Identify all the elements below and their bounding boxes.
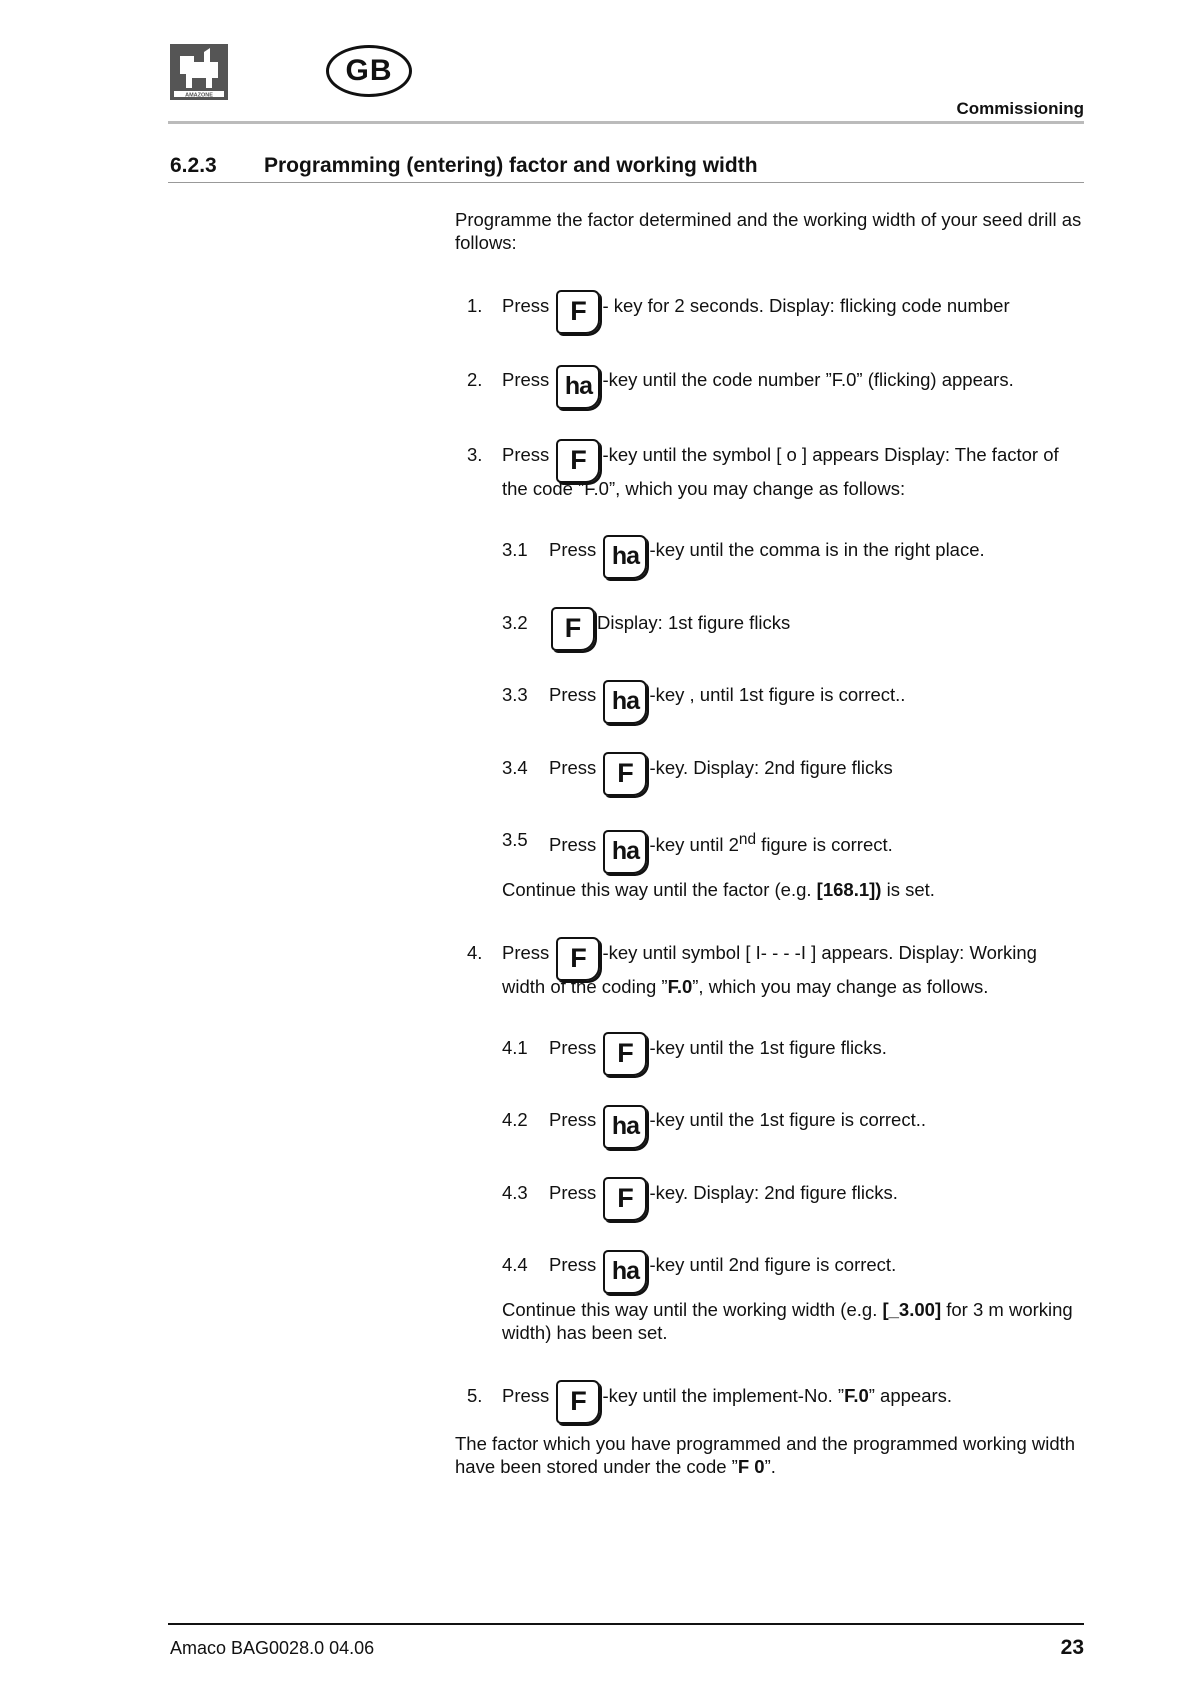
press-label: Press: [502, 942, 550, 964]
press-label: Press: [549, 1254, 597, 1276]
step-number: 3.2: [502, 612, 528, 633]
code-bold: F.0: [667, 976, 693, 998]
ha-key-icon: ha: [603, 1105, 647, 1149]
section-name: Commissioning: [956, 99, 1084, 118]
press-label: Press: [549, 1037, 597, 1059]
step-4-2: [455, 1082, 1085, 1143]
step-number: 3.5: [502, 829, 528, 850]
step-3-2: [455, 585, 1085, 645]
step-number: 1.: [467, 295, 483, 316]
step-text-end: ”, which you may change as follows.: [692, 976, 989, 998]
note-text: Continue this way until the working width (e.g.: [502, 1299, 883, 1321]
step-4-4: [455, 1227, 1085, 1288]
press-label: Press: [549, 684, 597, 705]
f-key-icon: F: [603, 752, 647, 796]
step-text: -key. Display: 2nd figure flicks: [649, 757, 893, 778]
f-key-icon: F: [556, 937, 600, 981]
step-text: -key until the 1st figure is correct..: [649, 1109, 927, 1131]
example-factor: [168.1]): [816, 879, 882, 901]
step-number: 3.3: [502, 684, 528, 705]
f-key-icon: F: [556, 290, 600, 334]
step-3-5: [455, 802, 1085, 868]
press-label: Press: [502, 369, 550, 390]
heading-title: Programming (entering) factor and working width: [264, 154, 758, 177]
f-key-icon: F: [556, 439, 600, 483]
step-text: -key until the 1st figure flicks.: [649, 1037, 887, 1059]
press-label: Press: [549, 834, 597, 856]
ha-key-icon: ha: [603, 830, 647, 874]
press-label: Press: [502, 295, 550, 316]
code-bold: F.0: [844, 1385, 869, 1407]
heading-number: 6.2.3: [170, 154, 217, 177]
f-key-icon: F: [603, 1177, 647, 1221]
note-text-end: is set.: [881, 879, 935, 901]
final-note: [455, 1432, 1085, 1478]
step-text-end: ” appears.: [868, 1385, 953, 1407]
note-text-end: for 3 m working width) has been set.: [502, 1299, 1073, 1344]
press-label: Press: [549, 757, 597, 778]
step-3: [455, 417, 1085, 500]
instructions: [455, 208, 1085, 1478]
ha-key-icon: ha: [603, 1250, 647, 1294]
press-label: Press: [549, 1109, 597, 1131]
page-number: 23: [1060, 1636, 1084, 1659]
step-4-1: [455, 1010, 1085, 1070]
step-2: [455, 342, 1085, 403]
ha-key-icon: ha: [603, 535, 647, 579]
step-text: - key for 2 seconds. Display: flicking code number: [602, 295, 1010, 316]
f-key-icon: F: [603, 1032, 647, 1076]
step-number: 3.1: [502, 539, 528, 560]
step-3-1: [455, 512, 1085, 573]
f-key-icon: F: [551, 607, 595, 651]
footer-rule: [168, 1623, 1084, 1625]
intro-text: Programme the factor determined and the working width of your seed drill as follows:: [455, 209, 1082, 253]
country-badge: GB: [326, 45, 412, 97]
example-width: [_3.00]: [882, 1299, 942, 1321]
final-text: The factor which you have programmed and the programmed working width have been stored under the code ”: [455, 1433, 1076, 1478]
step-text: -key until the code number ”F.0” (flicking) appears.: [602, 369, 1014, 390]
press-label: Press: [549, 539, 597, 560]
step-4-3: [455, 1155, 1085, 1215]
section-heading: [170, 154, 758, 178]
press-label: Press: [502, 444, 550, 465]
ha-key-icon: ha: [556, 365, 600, 409]
ordinal-suffix: nd: [738, 831, 757, 848]
final-text-end: ”.: [764, 1456, 776, 1478]
step-text: -key until 2nd figure is correct.: [649, 1254, 897, 1276]
step-3-4: [455, 730, 1085, 790]
note-text: Continue this way until the factor (e.g.: [502, 879, 817, 901]
step-number: 4.4: [502, 1254, 528, 1276]
step-1: [455, 268, 1085, 328]
step-text: -key until 2: [649, 834, 739, 856]
step-text: -key. Display: 2nd figure flicks.: [649, 1182, 898, 1204]
step-text-end: figure is correct.: [756, 834, 893, 856]
step-3-3: [455, 657, 1085, 718]
footer-doc-id: Amaco BAG0028.0 04.06: [170, 1638, 375, 1658]
step-number: 4.3: [502, 1182, 528, 1204]
step-number: 3.: [467, 444, 483, 465]
ha-key-icon: ha: [603, 680, 647, 724]
step-text: -key until symbol [ I- - - -I ] appears. Display: Working width of the coding ”: [502, 942, 1037, 998]
step-text: -key , until 1st figure is correct..: [649, 684, 906, 705]
continue-width-note: [455, 1298, 1085, 1344]
step-text: -key until the implement-No. ”: [602, 1385, 845, 1407]
step-number: 5.: [467, 1385, 483, 1407]
final-code: F 0: [737, 1456, 765, 1478]
step-text: -key until the symbol [ o ] appears Display: The factor of the code ”F.0”, which you may change as follows:: [502, 444, 1059, 499]
press-label: Press: [502, 1385, 550, 1407]
heading-rule: [168, 182, 1084, 183]
step-text: Display: 1st figure flicks: [597, 612, 791, 633]
step-5: [455, 1358, 1085, 1418]
press-label: Press: [549, 1182, 597, 1204]
step-number: 4.: [467, 942, 483, 964]
header-rule: [168, 121, 1084, 124]
step-number: 3.4: [502, 757, 528, 778]
step-number: 4.2: [502, 1109, 528, 1131]
step-4: [455, 915, 1085, 998]
amazone-logo: [170, 44, 228, 100]
continue-factor-note: [455, 878, 1085, 901]
f-key-icon: F: [556, 1380, 600, 1424]
step-number: 2.: [467, 369, 483, 390]
step-number: 4.1: [502, 1037, 528, 1059]
svg-text:AMAZONE: AMAZONE: [185, 92, 213, 99]
step-text: -key until the comma is in the right place.: [649, 539, 985, 560]
